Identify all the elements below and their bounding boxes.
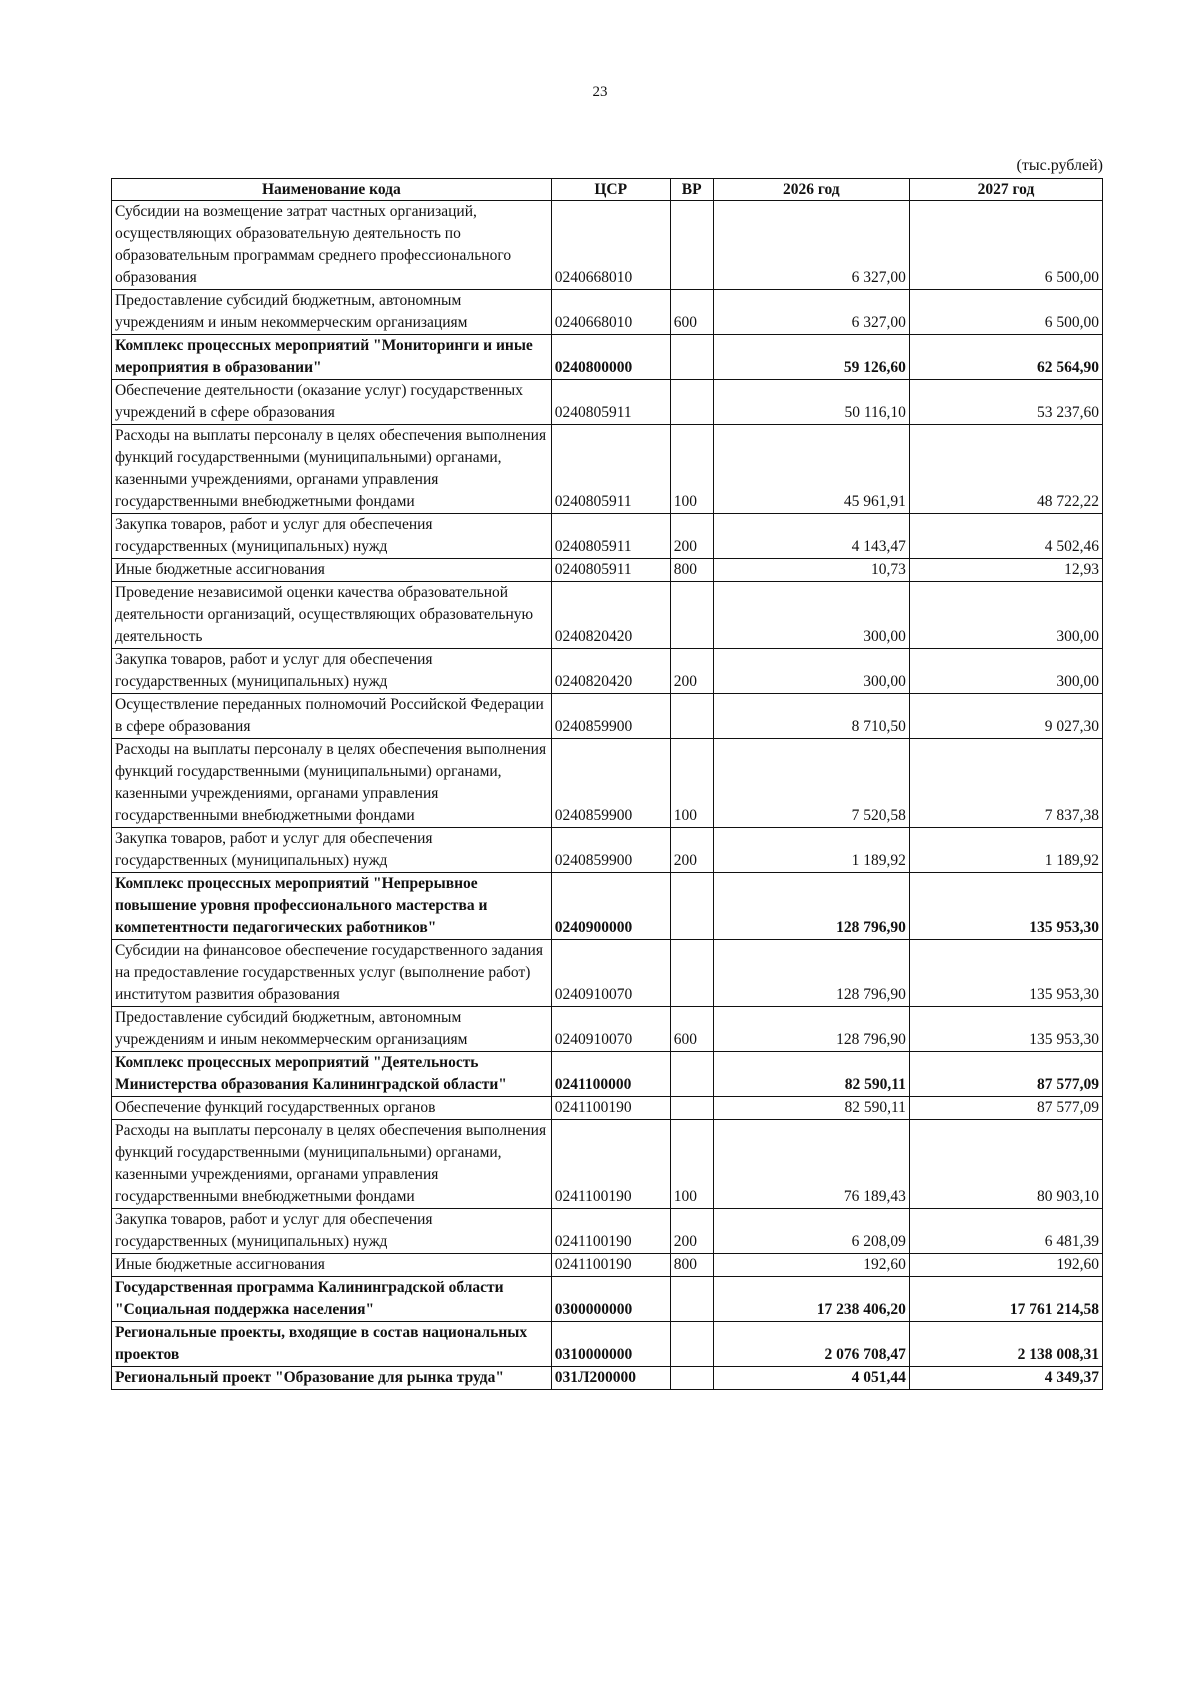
row-csr-code: 0240805911 bbox=[551, 425, 670, 514]
row-vr-code bbox=[670, 873, 713, 940]
header-2026: 2026 год bbox=[713, 179, 909, 201]
row-value-2027: 80 903,10 bbox=[909, 1120, 1102, 1209]
row-name: Иные бюджетные ассигнования bbox=[112, 1254, 552, 1277]
row-csr-code: 031Л200000 bbox=[551, 1367, 670, 1390]
table-row bbox=[112, 582, 1103, 649]
row-value-2026: 8 710,50 bbox=[713, 694, 909, 739]
row-value-2027: 7 837,38 bbox=[909, 739, 1102, 828]
row-csr-code: 0241100190 bbox=[551, 1254, 670, 1277]
row-csr-code: 0241100190 bbox=[551, 1120, 670, 1209]
row-value-2026: 300,00 bbox=[713, 649, 909, 694]
row-vr-code bbox=[670, 1367, 713, 1390]
row-name: Закупка товаров, работ и услуг для обеспечения государственных (муниципальных) нужд bbox=[112, 649, 552, 694]
row-value-2026: 50 116,10 bbox=[713, 380, 909, 425]
row-value-2026: 82 590,11 bbox=[713, 1097, 909, 1120]
table-row bbox=[112, 1367, 1103, 1390]
row-value-2027: 135 953,30 bbox=[909, 873, 1102, 940]
row-vr-code bbox=[670, 694, 713, 739]
row-value-2026: 128 796,90 bbox=[713, 940, 909, 1007]
row-value-2026: 6 208,09 bbox=[713, 1209, 909, 1254]
row-name: Предоставление субсидий бюджетным, автономным учреждениям и иным некоммерческим организациям bbox=[112, 1007, 552, 1052]
row-value-2027: 6 500,00 bbox=[909, 290, 1102, 335]
row-value-2026: 4 051,44 bbox=[713, 1367, 909, 1390]
table-row bbox=[112, 1322, 1103, 1367]
row-csr-code: 0240668010 bbox=[551, 290, 670, 335]
table-row bbox=[112, 425, 1103, 514]
row-value-2027: 300,00 bbox=[909, 649, 1102, 694]
table-row bbox=[112, 1277, 1103, 1322]
table-row bbox=[112, 739, 1103, 828]
row-value-2027: 135 953,30 bbox=[909, 940, 1102, 1007]
row-vr-code: 800 bbox=[670, 559, 713, 582]
row-csr-code: 0300000000 bbox=[551, 1277, 670, 1322]
row-value-2027: 4 502,46 bbox=[909, 514, 1102, 559]
row-value-2026: 45 961,91 bbox=[713, 425, 909, 514]
row-csr-code: 0240820420 bbox=[551, 649, 670, 694]
row-vr-code: 100 bbox=[670, 425, 713, 514]
row-value-2027: 135 953,30 bbox=[909, 1007, 1102, 1052]
row-value-2027: 62 564,90 bbox=[909, 335, 1102, 380]
row-name: Субсидии на возмещение затрат частных организаций, осуществляющих образовательную деятельность по образовательным программам среднего профессионального образования bbox=[112, 201, 552, 290]
row-value-2027: 12,93 bbox=[909, 559, 1102, 582]
row-csr-code: 0240859900 bbox=[551, 694, 670, 739]
row-vr-code bbox=[670, 335, 713, 380]
row-value-2027: 87 577,09 bbox=[909, 1097, 1102, 1120]
table-row bbox=[112, 873, 1103, 940]
row-value-2027: 1 189,92 bbox=[909, 828, 1102, 873]
header-2027: 2027 год bbox=[909, 179, 1102, 201]
row-value-2027: 4 349,37 bbox=[909, 1367, 1102, 1390]
row-csr-code: 0241100000 bbox=[551, 1052, 670, 1097]
row-value-2026: 76 189,43 bbox=[713, 1120, 909, 1209]
row-vr-code: 200 bbox=[670, 1209, 713, 1254]
row-value-2027: 300,00 bbox=[909, 582, 1102, 649]
row-value-2026: 82 590,11 bbox=[713, 1052, 909, 1097]
row-csr-code: 0240800000 bbox=[551, 335, 670, 380]
row-value-2026: 128 796,90 bbox=[713, 1007, 909, 1052]
header-csr: ЦСР bbox=[551, 179, 670, 201]
row-name: Расходы на выплаты персоналу в целях обеспечения выполнения функций государственными (муниципальными) органами, казенными учреждениями, органами управления государственными внебюджетными фондами bbox=[112, 1120, 552, 1209]
row-vr-code: 100 bbox=[670, 1120, 713, 1209]
row-vr-code: 200 bbox=[670, 649, 713, 694]
table-row bbox=[112, 940, 1103, 1007]
row-vr-code bbox=[670, 1277, 713, 1322]
row-csr-code: 0240805911 bbox=[551, 514, 670, 559]
table-row bbox=[112, 559, 1103, 582]
row-csr-code: 0240805911 bbox=[551, 380, 670, 425]
row-csr-code: 0240859900 bbox=[551, 739, 670, 828]
row-value-2026: 300,00 bbox=[713, 582, 909, 649]
row-name: Проведение независимой оценки качества образовательной деятельности организаций, осуществляющих образовательную деятельность bbox=[112, 582, 552, 649]
table-body bbox=[112, 201, 1103, 1390]
row-value-2026: 192,60 bbox=[713, 1254, 909, 1277]
budget-table bbox=[111, 178, 1103, 1390]
row-vr-code: 600 bbox=[670, 1007, 713, 1052]
row-name: Обеспечение функций государственных органов bbox=[112, 1097, 552, 1120]
row-vr-code bbox=[670, 582, 713, 649]
header-vr: ВР bbox=[670, 179, 713, 201]
header-name: Наименование кода bbox=[112, 179, 552, 201]
row-csr-code: 0241100190 bbox=[551, 1209, 670, 1254]
row-value-2026: 128 796,90 bbox=[713, 873, 909, 940]
row-csr-code: 0240900000 bbox=[551, 873, 670, 940]
row-name: Закупка товаров, работ и услуг для обеспечения государственных (муниципальных) нужд bbox=[112, 514, 552, 559]
table-row bbox=[112, 335, 1103, 380]
row-name: Закупка товаров, работ и услуг для обеспечения государственных (муниципальных) нужд bbox=[112, 1209, 552, 1254]
row-vr-code bbox=[670, 1052, 713, 1097]
row-csr-code: 0241100190 bbox=[551, 1097, 670, 1120]
row-value-2026: 17 238 406,20 bbox=[713, 1277, 909, 1322]
row-value-2027: 53 237,60 bbox=[909, 380, 1102, 425]
row-value-2027: 6 500,00 bbox=[909, 201, 1102, 290]
row-value-2026: 7 520,58 bbox=[713, 739, 909, 828]
row-name: Комплекс процессных мероприятий "Деятельность Министерства образования Калининградской области" bbox=[112, 1052, 552, 1097]
row-vr-code: 800 bbox=[670, 1254, 713, 1277]
row-name: Расходы на выплаты персоналу в целях обеспечения выполнения функций государственными (муниципальными) органами, казенными учреждениями, органами управления государственными внебюджетными фондами bbox=[112, 425, 552, 514]
row-value-2027: 9 027,30 bbox=[909, 694, 1102, 739]
row-csr-code: 0310000000 bbox=[551, 1322, 670, 1367]
row-name: Субсидии на финансовое обеспечение государственного задания на предоставление государственных услуг (выполнение работ) институтом развития образования bbox=[112, 940, 552, 1007]
row-value-2026: 2 076 708,47 bbox=[713, 1322, 909, 1367]
table-row bbox=[112, 1120, 1103, 1209]
table-row bbox=[112, 694, 1103, 739]
row-value-2026: 1 189,92 bbox=[713, 828, 909, 873]
row-csr-code: 0240859900 bbox=[551, 828, 670, 873]
row-csr-code: 0240910070 bbox=[551, 940, 670, 1007]
row-value-2026: 6 327,00 bbox=[713, 201, 909, 290]
row-csr-code: 0240805911 bbox=[551, 559, 670, 582]
row-name: Расходы на выплаты персоналу в целях обеспечения выполнения функций государственными (муниципальными) органами, казенными учреждениями, органами управления государственными внебюджетными фондами bbox=[112, 739, 552, 828]
table-row bbox=[112, 201, 1103, 290]
row-value-2026: 59 126,60 bbox=[713, 335, 909, 380]
table-header-row bbox=[112, 179, 1103, 201]
table-row bbox=[112, 828, 1103, 873]
row-name: Предоставление субсидий бюджетным, автономным учреждениям и иным некоммерческим организациям bbox=[112, 290, 552, 335]
table-row bbox=[112, 1209, 1103, 1254]
table-row bbox=[112, 1052, 1103, 1097]
row-vr-code: 200 bbox=[670, 514, 713, 559]
row-csr-code: 0240910070 bbox=[551, 1007, 670, 1052]
row-vr-code: 100 bbox=[670, 739, 713, 828]
table-row bbox=[112, 290, 1103, 335]
row-vr-code: 600 bbox=[670, 290, 713, 335]
row-vr-code: 200 bbox=[670, 828, 713, 873]
row-value-2027: 87 577,09 bbox=[909, 1052, 1102, 1097]
row-name: Комплекс процессных мероприятий "Непрерывное повышение уровня профессионального мастерства и компетентности педагогических работников" bbox=[112, 873, 552, 940]
row-name: Комплекс процессных мероприятий "Мониторинги и иные мероприятия в образовании" bbox=[112, 335, 552, 380]
row-name: Осуществление переданных полномочий Российской Федерации в сфере образования bbox=[112, 694, 552, 739]
row-value-2027: 2 138 008,31 bbox=[909, 1322, 1102, 1367]
row-value-2027: 48 722,22 bbox=[909, 425, 1102, 514]
row-value-2026: 4 143,47 bbox=[713, 514, 909, 559]
row-vr-code bbox=[670, 940, 713, 1007]
row-csr-code: 0240820420 bbox=[551, 582, 670, 649]
row-value-2027: 6 481,39 bbox=[909, 1209, 1102, 1254]
row-name: Региональные проекты, входящие в состав национальных проектов bbox=[112, 1322, 552, 1367]
row-name: Государственная программа Калининградской области "Социальная поддержка населения" bbox=[112, 1277, 552, 1322]
row-value-2027: 17 761 214,58 bbox=[909, 1277, 1102, 1322]
row-value-2026: 6 327,00 bbox=[713, 290, 909, 335]
row-vr-code bbox=[670, 1322, 713, 1367]
table-row bbox=[112, 1097, 1103, 1120]
row-value-2026: 10,73 bbox=[713, 559, 909, 582]
row-vr-code bbox=[670, 380, 713, 425]
page-number: 23 bbox=[592, 84, 608, 100]
row-vr-code bbox=[670, 1097, 713, 1120]
row-vr-code bbox=[670, 201, 713, 290]
table-row bbox=[112, 649, 1103, 694]
row-name: Обеспечение деятельности (оказание услуг) государственных учреждений в сфере образования bbox=[112, 380, 552, 425]
table-row bbox=[112, 514, 1103, 559]
units-label: (тыс.рублей) bbox=[1016, 157, 1103, 174]
table-row bbox=[112, 1007, 1103, 1052]
row-name: Иные бюджетные ассигнования bbox=[112, 559, 552, 582]
row-name: Закупка товаров, работ и услуг для обеспечения государственных (муниципальных) нужд bbox=[112, 828, 552, 873]
table-row bbox=[112, 380, 1103, 425]
row-value-2027: 192,60 bbox=[909, 1254, 1102, 1277]
row-csr-code: 0240668010 bbox=[551, 201, 670, 290]
row-name: Региональный проект "Образование для рынка труда" bbox=[112, 1367, 552, 1390]
table-row bbox=[112, 1254, 1103, 1277]
